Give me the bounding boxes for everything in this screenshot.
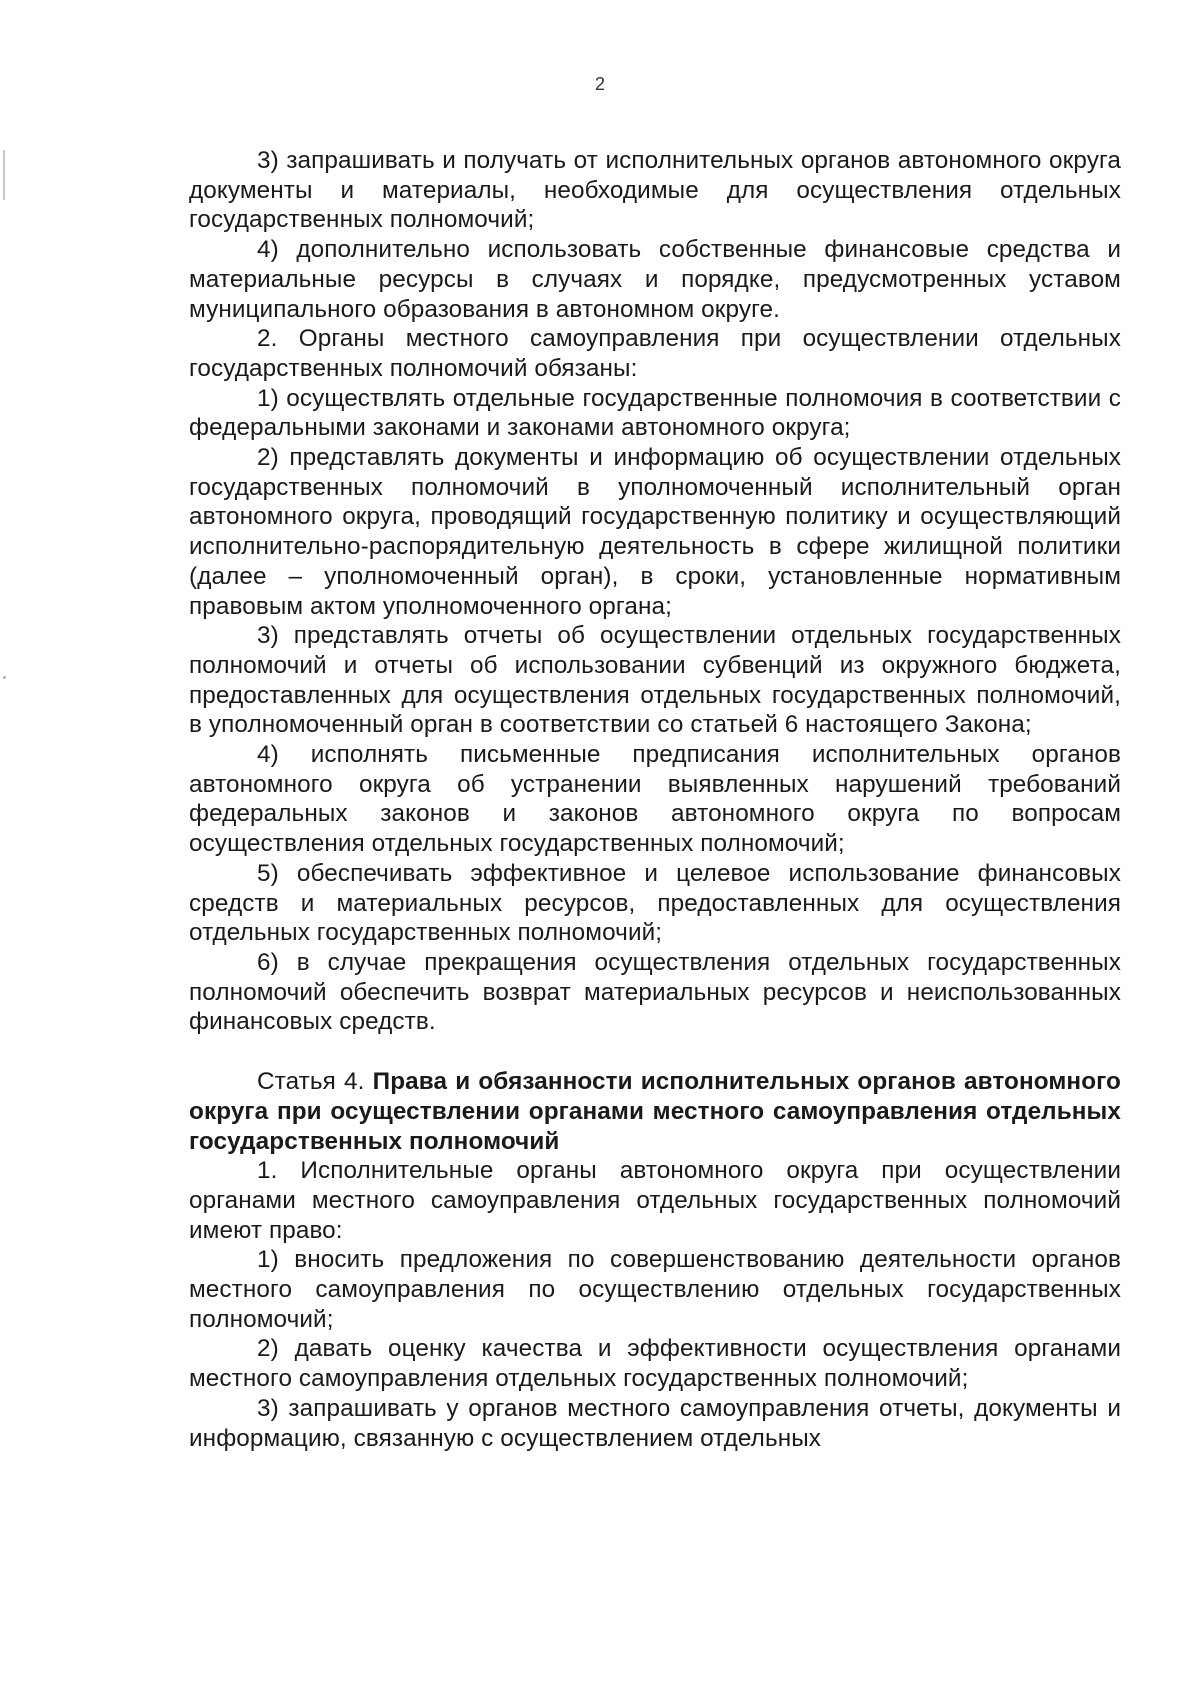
paragraph-item: 4) исполнять письменные предписания исполнительных органов автономного округа об устранении выявленных нарушений требований федеральных законов и законов автономного округа по вопросам осуществления отдельных государственных полномочий;: [189, 741, 1121, 858]
page-number: 2: [594, 74, 605, 94]
paragraph-item: 1) вносить предложения по совершенствованию деятельности органов местного самоуправления по осуществлению отдельных государственных полномочий;: [189, 1246, 1121, 1333]
document-body: [189, 146, 1121, 1453]
article-label: Статья 4.: [257, 1068, 365, 1096]
article-heading: [189, 1067, 1121, 1156]
paragraph-section-intro: 1. Исполнительные органы автономного округа при осуществлении органами местного самоуправления отдельных государственных полномочий имеют право:: [189, 1157, 1121, 1244]
scan-edge-mark: [3, 150, 5, 200]
paragraph-section-intro: 2. Органы местного самоуправления при осуществлении отдельных государственных полномочий обязаны:: [189, 325, 1121, 382]
paragraph-item: 2) давать оценку качества и эффективности осуществления органами местного самоуправления отдельных государственных полномочий;: [189, 1335, 1121, 1393]
paragraph-item: 5) обеспечивать эффективное и целевое использование финансовых средств и материальных ресурсов, предоставленных для осуществления отдельных государственных полномочий;: [189, 859, 1121, 947]
paragraph-item: 3) запрашивать и получать от исполнительных органов автономного округа документы и материалы, необходимые для осуществления отдельных государственных полномочий;: [189, 147, 1121, 234]
paragraph-item: 1) осуществлять отдельные государственные полномочия в соответствии с федеральными законами и законами автономного округа;: [189, 384, 1121, 442]
paragraph-item: 3) запрашивать у органов местного самоуправления отчеты, документы и информацию, связанную с осуществлением отдельных: [189, 1394, 1121, 1452]
scan-dust-dot: [3, 676, 6, 679]
article-title: Права и обязанности исполнительных органов автономного округа при осуществлении органами местного самоуправления отдельных государственных полномочий: [189, 1068, 1121, 1155]
paragraph-item: 4) дополнительно использовать собственные финансовые средства и материальные ресурсы в случаях и порядке, предусмотренных уставом муниципального образования в автономном округе.: [189, 236, 1121, 323]
paragraph-item: 2) представлять документы и информацию об осуществлении отдельных государственных полномочий в уполномоченный исполнительный орган автономного округа, проводящий государственную политику и осуществляющий исполнительно-распорядительную деятельность в сфере жилищной политики (далее – уполномоченный орган), в сроки, установленные нормативным правовым актом уполномоченного органа;: [189, 444, 1121, 620]
paragraph-item: 6) в случае прекращения осуществления отдельных государственных полномочий обеспечить возврат материальных ресурсов и неиспользованных финансовых средств.: [189, 948, 1121, 1036]
paragraph-item: 3) представлять отчеты об осуществлении отдельных государственных полномочий и отчеты об использовании субвенций из окружного бюджета, предоставленных для осуществления отдельных государственных полномочий, в уполномоченный орган в соответствии со статьей 6 настоящего Закона;: [189, 622, 1121, 739]
